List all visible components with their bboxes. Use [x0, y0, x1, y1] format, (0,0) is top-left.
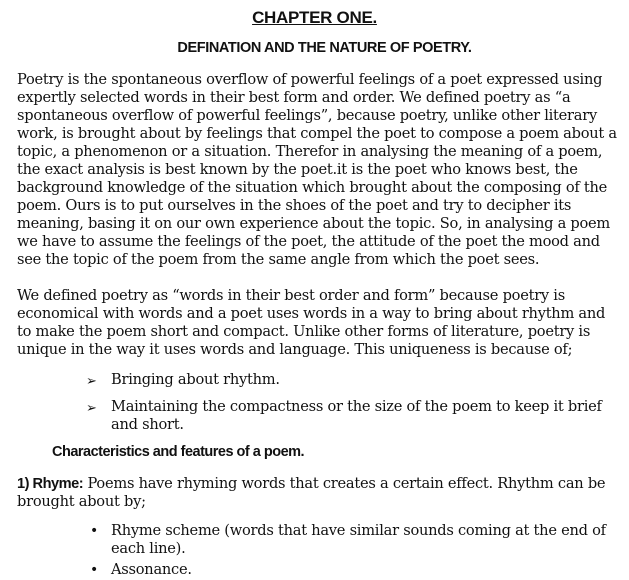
- rhyme-lead: 1) Rhyme:: [17, 476, 84, 492]
- paragraph-definition: Poetry is the spontaneous overflow of powerful feelings of a poet expressed using expertly selected words in their best form and order. We defined poetry as “a spontaneous overflow of powerful feelings”, because poetry, unlike other literary work, is brought about by feelings that compel the poet to compose a poem about a topic, a phenomenon or a situation. Therefor in analysing the meaning of a poem, the exact analysis is best known by the poet.it is the poet who knows best, the background knowledge of the situation which brought about the composing of the poem. Ours is to put ourselves in the shoes of the poet and try to decipher its meaning, basing it on our own experience about the topic. So, in analysing a poem we have to assume the feelings of the poet, the attitude of the poet the mood and see the topic of the poem from the same angle from which the poet sees.: [17, 71, 617, 268]
- rhyme-text: Poems have rhyming words that creates a certain effect. Rhythm can be brought about by;: [17, 475, 606, 510]
- list-item: [86, 398, 606, 434]
- arrow-bullet-icon: ➢: [86, 401, 97, 416]
- paragraph-best-order: We defined poetry as “words in their best order and form” because poetry is economical with words and a poet uses words in a way to bring about rhythm and to make the poem short and compact. Unlike other forms of literature, poetry is unique in the way it uses words and language. This uniqueness is because of;: [17, 287, 606, 358]
- list-item-text: Rhyme scheme (words that have similar sounds coming at the end of each line).: [111, 522, 606, 557]
- list-item-text: Bringing about rhythm.: [111, 371, 280, 388]
- chapter-title: CHAPTER ONE.: [252, 8, 377, 27]
- list-item-text: Maintaining the compactness or the size of the poem to keep it brief and short.: [111, 398, 602, 433]
- section-subtitle: DEFINATION AND THE NATURE OF POETRY.: [177, 40, 472, 56]
- bullet-dot-icon: •: [90, 562, 99, 578]
- section-heading: Characteristics and features of a poem.: [52, 444, 305, 460]
- arrow-list: [86, 398, 606, 434]
- bullet-list: [88, 522, 616, 558]
- list-item: [88, 522, 616, 558]
- list-item: [88, 561, 616, 579]
- bullet-dot-icon: •: [90, 523, 99, 539]
- arrow-bullet-icon: ➢: [86, 374, 97, 389]
- list-item: [86, 371, 606, 389]
- bullet-list: [88, 561, 616, 579]
- paragraph-rhyme: [17, 475, 619, 511]
- list-item-text: Assonance.: [111, 561, 192, 578]
- arrow-list: [86, 371, 606, 389]
